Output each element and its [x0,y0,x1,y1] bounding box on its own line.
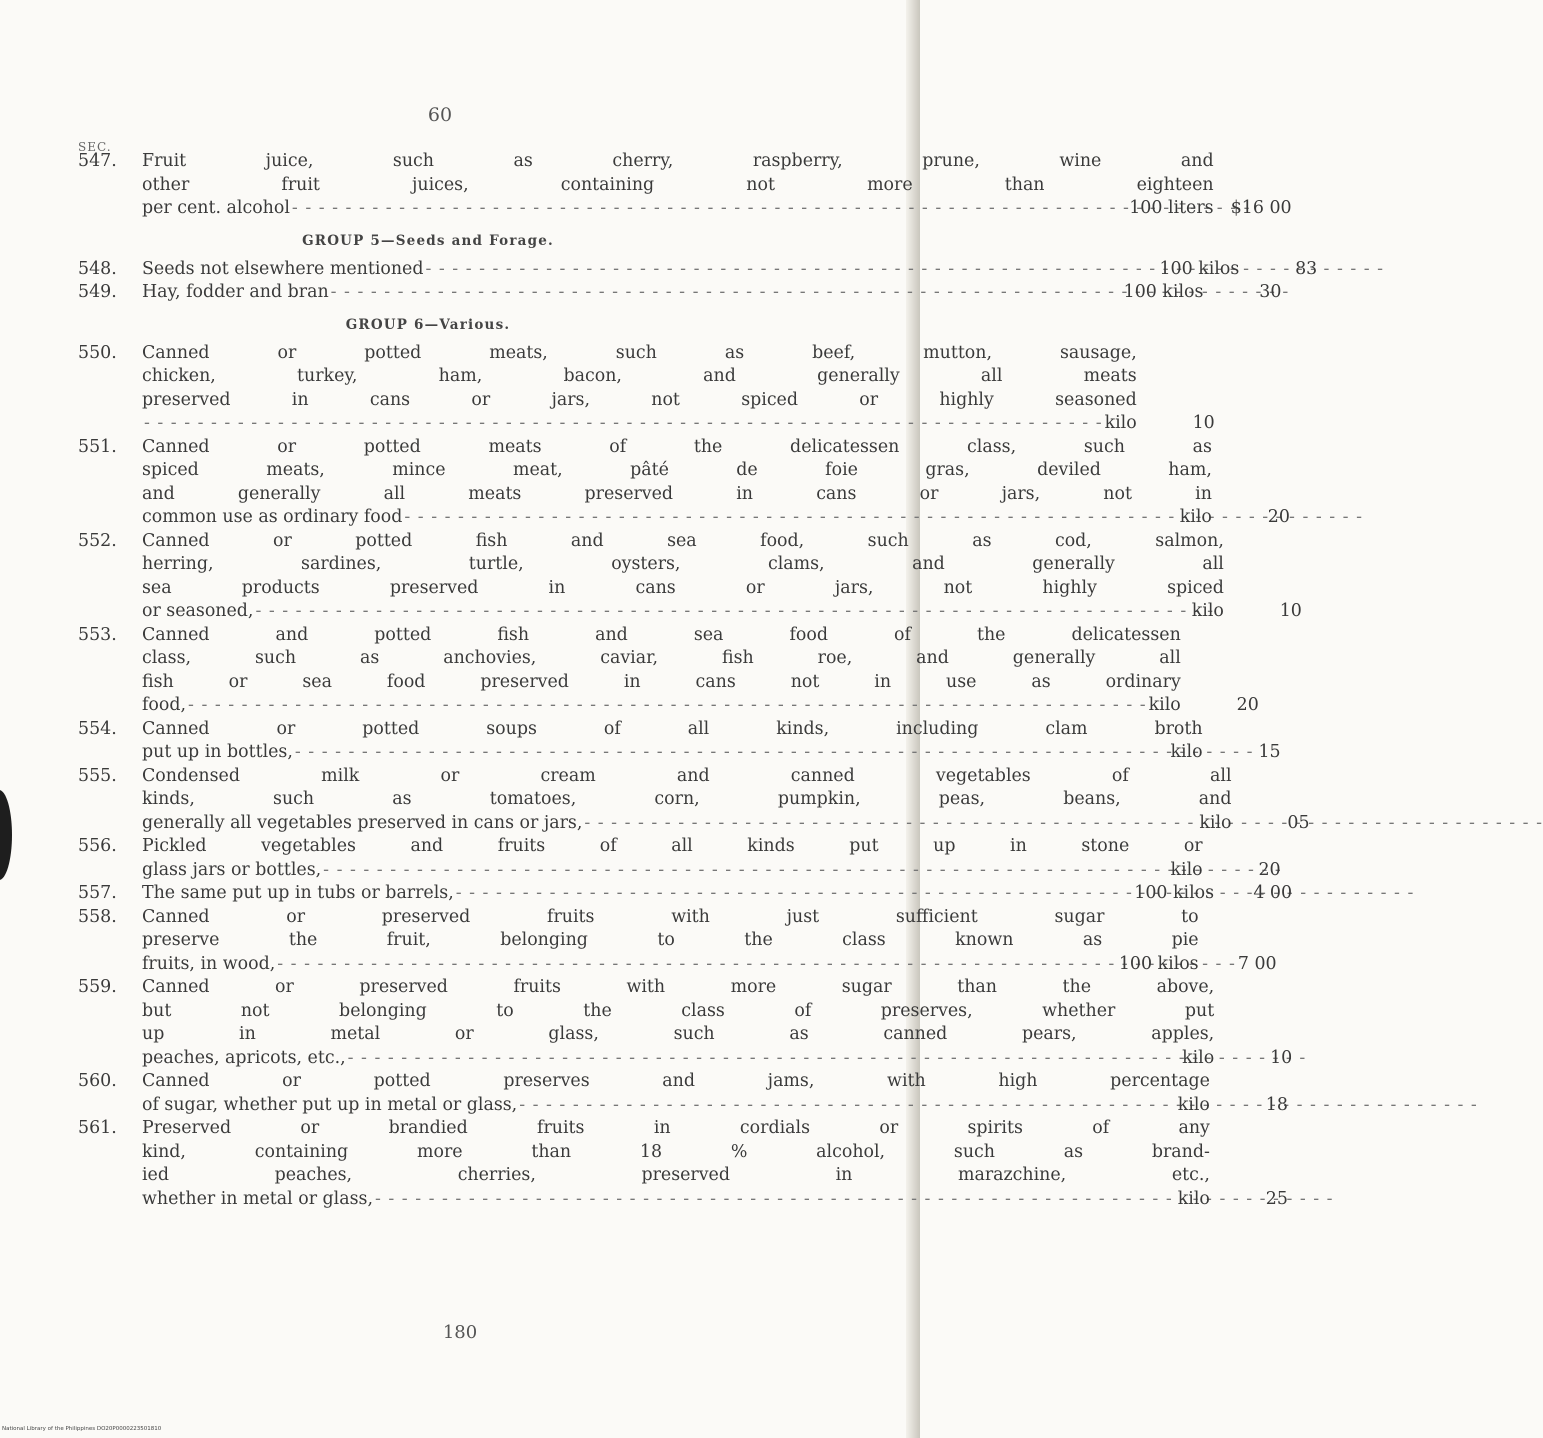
entry-description [142,1117,1210,1211]
tariff-entry [78,150,1292,221]
unit-label: kilo [1179,507,1212,527]
last-line-text: fruits, in wood, [142,953,276,974]
leader-dots [255,600,1189,624]
tariff-entry [78,1117,1288,1211]
entry-description [142,976,1214,1070]
unit-label: kilo [1182,1047,1215,1068]
tariff-entry [78,281,1282,305]
description-line: Preserved or brandied fruits in cordials or spirits of any [142,1118,1210,1138]
footer-page-number: 180 [442,1322,478,1343]
duty-rate: 05 [1287,812,1310,833]
section-label: SEC. [78,140,112,154]
description-line: Canned or potted preserves and jams, with high percentage [142,1071,1210,1091]
description-line: kinds, such as tomatoes, corn, pumpkin, peas, beans, and [142,789,1232,809]
duty-rate: 20 [1267,507,1290,527]
section-number: 552. [78,530,117,551]
duty-rate: 4 00 [1253,883,1293,903]
description-line: Canned or potted fish and sea food, such as cod, salmon, [142,530,1224,551]
description-last-line [142,258,1239,282]
tariff-entry [78,258,1318,282]
duty-rate: 10 [1270,1047,1293,1068]
section-number: 560. [78,1071,117,1091]
description-line: herring, sardines, turtle, oysters, clams, and generally all [142,554,1224,574]
last-line-text: common use as ordinary food [142,507,403,527]
last-line-text: The same put up in tubs or barrels, [142,883,454,903]
description-last-line [142,859,1203,883]
last-line-text: per cent. alcohol [142,198,290,218]
unit-label: kilo [1177,1094,1210,1115]
section-number: 549. [78,282,117,302]
leader-dots [404,506,1177,530]
entry-description [142,342,1137,436]
description-last-line [142,741,1203,765]
entry-description [142,530,1224,624]
leader-dots [323,859,1168,883]
group-heading: GROUP 5—Seeds and Forage. [302,232,554,249]
section-number: 558. [78,906,117,927]
last-line-text: whether in metal or glass, [142,1188,373,1209]
leader-dots [375,1188,1176,1212]
entry-description [142,1070,1210,1117]
description-line: kind, containing more than 18 % alcohol, such as brand- [142,1141,1210,1162]
tariff-entry [78,882,1293,906]
leader-dots [295,741,1169,765]
duty-rate: 25 [1265,1188,1288,1209]
description-line: and generally all meats preserved in cans or jars, not in [142,483,1212,504]
duty-rate: 7 00 [1237,953,1277,974]
duty-rate: 10 [1279,601,1302,621]
duty-rate: 10 [1192,413,1215,433]
last-line-text: of sugar, whether put up in metal or glass, [142,1094,518,1115]
tariff-entry [78,976,1293,1070]
description-line: preserve the fruit, belonging to the class known as pie [142,930,1199,950]
last-line-text: peaches, apricots, etc., [142,1047,346,1068]
entry-description [142,906,1199,977]
description-line: chicken, turkey, ham, bacon, and generally all meats [142,366,1137,386]
section-number: 557. [78,883,117,903]
description-last-line [142,953,1199,977]
section-number: 554. [78,718,117,739]
description-last-line [142,1094,1210,1118]
description-last-line [142,812,1232,836]
description-last-line [142,694,1181,718]
description-line: ied peaches, cherries, preserved in marazchine, etc., [142,1165,1210,1185]
leader-dots [144,412,1103,436]
tariff-entry [78,624,1259,718]
entry-description [142,624,1181,718]
last-line-text: food, [142,695,187,715]
description-last-line [142,1188,1210,1212]
duty-rate: 20 [1236,695,1259,715]
tariff-entry [78,765,1310,836]
unit-label: 100 kilos [1159,258,1240,279]
tariff-entry [78,906,1277,977]
last-line-text: Hay, fodder and bran [142,282,329,302]
last-line-text: Seeds not elsewhere mentioned [142,258,424,279]
leader-dots [519,1094,1176,1118]
leader-dots [188,694,1147,718]
page-number: 60 [427,104,453,126]
duty-rate: $16 00 [1230,198,1292,218]
entry-description [142,258,1239,282]
description-line: Fruit juice, such as cherry, raspberry, prune, wine and [142,151,1214,171]
unit-label: 100 kilos [1134,883,1215,903]
thumb-shadow [0,790,12,880]
group-heading: GROUP 6—Various. [345,316,511,333]
leader-dots [292,197,1127,221]
tariff-entry [78,342,1215,436]
description-line: Canned or preserved fruits with more sugar than the above, [142,977,1215,997]
description-line: Condensed milk or cream and canned vegetables of all [142,765,1232,786]
description-line: Canned and potted fish and sea food of the delicatessen [142,624,1181,645]
duty-rate: 83 [1295,258,1318,279]
tariff-entry [78,436,1290,530]
entry-description [142,150,1214,221]
entry-description [142,835,1203,882]
section-number: 550. [78,342,117,363]
leader-dots [348,1047,1180,1071]
description-line: Pickled vegetables and fruits of all kinds put up in stone or [142,836,1203,856]
leader-dots [425,258,1157,282]
duty-rate: 30 [1259,282,1282,302]
description-line: fish or sea food preserved in cans not in use as ordinary [142,671,1181,692]
description-line: preserved in cans or jars, not spiced or highly seasoned [142,389,1137,410]
unit-label: kilo [1148,695,1181,715]
description-line: Canned or potted soups of all kinds, including clam broth [142,718,1203,739]
section-number: 561. [78,1118,117,1138]
entry-description [142,718,1203,765]
tariff-list [78,150,1318,1211]
last-line-text: or seasoned, [142,601,254,621]
description-last-line [142,412,1137,436]
section-number: 553. [78,624,117,645]
description-line: other fruit juices, containing not more than eighteen [142,174,1214,195]
entry-description [142,281,1203,305]
unit-label: kilo [1170,859,1203,880]
leader-dots [277,953,1117,977]
description-line: up in metal or glass, such as canned pears, apples, [142,1024,1215,1044]
unit-label: kilo [1104,413,1137,433]
last-line-text: glass jars or bottles, [142,859,322,880]
section-number: 548. [78,258,117,279]
leader-dots [456,882,1133,906]
section-number: 551. [78,436,117,457]
description-line: sea products preserved in cans or jars, not highly spiced [142,577,1224,598]
entry-description [142,882,1214,906]
last-line-text: put up in bottles, [142,742,293,762]
duty-rate: 18 [1265,1094,1288,1115]
unit-label: kilo [1177,1188,1210,1209]
description-last-line [142,281,1203,305]
description-last-line [142,882,1214,906]
description-line: Canned or potted meats, such as beef, mutton, sausage, [142,342,1137,363]
description-line: Canned or preserved fruits with just sufficient sugar to [142,906,1199,927]
scan-credit: National Library of the Philippines DO20P0000223501810 [2,1426,162,1432]
tariff-entry [78,835,1281,882]
section-number: 559. [78,977,117,997]
unit-label: 100 kilos [1123,282,1204,302]
description-line: Canned or potted meats of the delicatessen class, such as [142,436,1212,457]
section-number: 547. [78,151,117,171]
description-last-line [142,1047,1214,1071]
section-number: 556. [78,836,117,856]
duty-rate: 15 [1258,742,1281,762]
description-last-line [142,197,1214,221]
description-line: spiced meats, mince meat, pâté de foie gras, deviled ham, [142,460,1212,480]
tariff-entry [78,718,1281,765]
description-line: but not belonging to the class of preserves, whether put [142,1000,1215,1021]
last-line-text: generally all vegetables preserved in cans or jars, [142,812,583,833]
description-line: class, such as anchovies, caviar, fish roe, and generally all [142,648,1181,668]
entry-description [142,765,1232,836]
section-number: 555. [78,765,117,786]
leader-dots [584,812,1197,836]
unit-label: kilo [1199,812,1232,833]
unit-label: kilo [1170,742,1203,762]
description-last-line [142,506,1212,530]
tariff-entry [78,530,1302,624]
tariff-entry [78,1070,1288,1117]
unit-label: kilo [1191,601,1224,621]
leader-dots [331,281,1122,305]
unit-label: 100 liters [1129,198,1214,218]
unit-label: 100 kilos [1118,953,1199,974]
description-last-line [142,600,1224,624]
entry-description [142,436,1212,530]
duty-rate: 20 [1258,859,1281,880]
